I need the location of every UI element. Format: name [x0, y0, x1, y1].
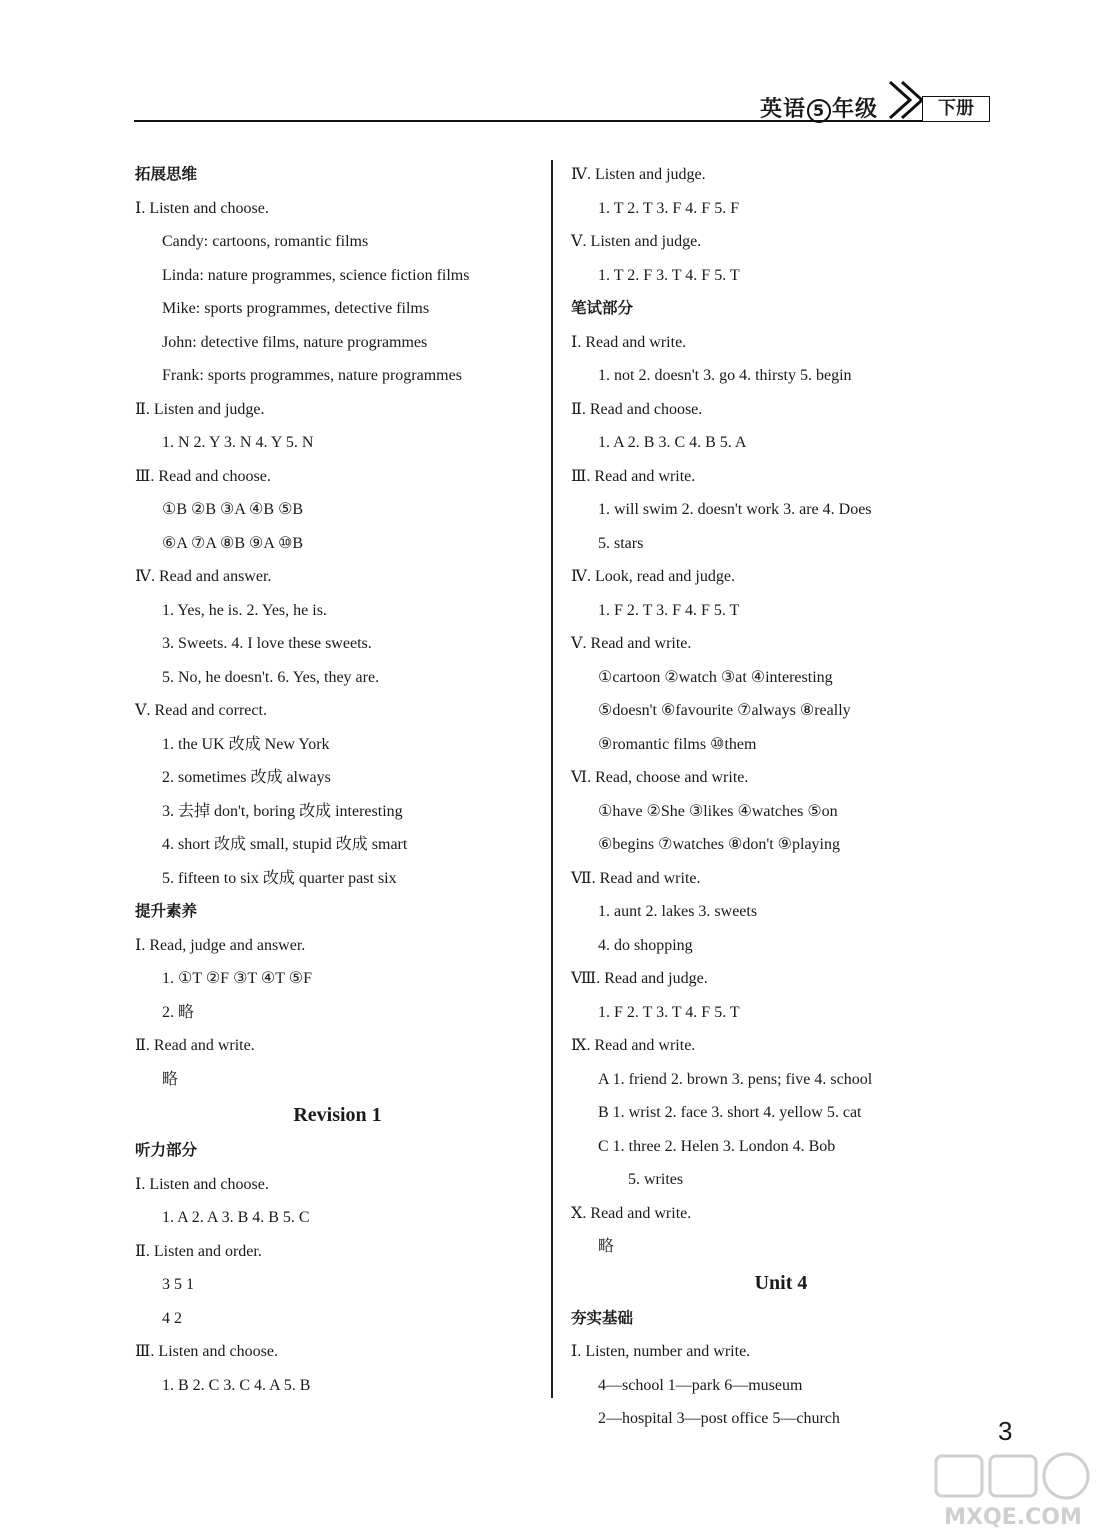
exercise-heading: Ⅳ. Look, read and judge. — [571, 568, 735, 585]
answer-line: 5. stars — [598, 534, 644, 552]
answer-line: ⑤doesn't ⑥favourite ⑦always ⑧really — [598, 702, 851, 719]
exercise-heading: Ⅱ. Read and choose. — [571, 400, 703, 418]
section-heading: 夯实基础 — [571, 1308, 634, 1327]
answer-line: ⑨romantic films ⑩them — [598, 735, 757, 753]
exercise-heading: Ⅱ. Listen and order. — [135, 1242, 262, 1260]
answer-line: 3. Sweets. 4. I love these sweets. — [162, 635, 372, 652]
answer-line: ①B ②B ③A ④B ⑤B — [162, 501, 304, 518]
answer-line: 1. Yes, he is. 2. Yes, he is. — [162, 601, 327, 619]
exercise-heading: Ⅷ. Read and judge. — [571, 970, 708, 987]
grade-number-badge: 5 — [807, 99, 831, 123]
exercise-heading: Ⅲ. Read and write. — [571, 467, 696, 485]
answer-line: 1. T 2. F 3. T 4. F 5. T — [598, 266, 740, 284]
svg-text:MXQE.COM: MXQE.COM — [944, 1505, 1082, 1530]
answer-line: 2—hospital 3—post office 5—church — [598, 1410, 840, 1427]
site-watermark-logo — [928, 1450, 1098, 1530]
answer-line: 1. ①T ②F ③T ④T ⑤F — [162, 970, 312, 987]
exercise-heading: Ⅸ. Read and write. — [571, 1037, 696, 1054]
left-column — [135, 158, 540, 1402]
answer-line: 1. F 2. T 3. T 4. F 5. T — [598, 1003, 740, 1021]
grade-suffix: 年级 — [832, 97, 879, 122]
exercise-heading: Ⅶ. Read and write. — [571, 869, 701, 887]
exercise-heading: Ⅰ. Listen and choose. — [135, 199, 269, 217]
answer-line: 1. T 2. T 3. F 4. F 5. F — [598, 199, 740, 217]
exercise-heading: Ⅱ. Listen and judge. — [135, 400, 265, 418]
exercise-heading: Ⅰ. Read and write. — [571, 333, 687, 351]
answer-line: 2. sometimes 改成 always — [162, 769, 331, 786]
answer-line: 1. aunt 2. lakes 3. sweets — [598, 903, 758, 920]
answer-line: C 1. three 2. Helen 3. London 4. Bob — [598, 1137, 836, 1155]
answer-line: 1. will swim 2. doesn't work 3. are 4. Does — [598, 501, 872, 518]
answer-line: Candy: cartoons, romantic films — [162, 233, 369, 250]
exercise-heading: Ⅴ. Listen and judge. — [571, 233, 702, 250]
volume-tab: 下册 — [922, 96, 990, 121]
answer-line: ①cartoon ②watch ③at ④interesting — [598, 668, 833, 686]
exercise-heading: Ⅳ. Listen and judge. — [571, 166, 706, 183]
answer-line: Frank: sports programmes, nature programmes — [162, 367, 462, 384]
section-heading: 听力部分 — [135, 1141, 198, 1159]
answer-line: 1. the UK 改成 New York — [162, 735, 330, 753]
answer-line: B 1. wrist 2. face 3. short 4. yellow 5. cat — [598, 1104, 862, 1121]
exercise-heading: Ⅱ. Read and write. — [135, 1037, 255, 1054]
exercise-heading: Ⅲ. Listen and choose. — [135, 1343, 278, 1360]
page-number: 3 — [998, 1416, 1013, 1446]
answer-line: A 1. friend 2. brown 3. pens; five 4. school — [598, 1070, 873, 1088]
section-heading: 笔试部分 — [571, 299, 634, 317]
answer-line: Mike: sports programmes, detective films — [162, 300, 430, 317]
subject-label: 英语 — [760, 97, 807, 122]
exercise-heading: Ⅰ. Listen, number and write. — [571, 1343, 751, 1360]
answer-line: 5. fifteen to six 改成 quarter past six — [162, 869, 397, 887]
answer-line: 1. A 2. A 3. B 4. B 5. C — [162, 1209, 310, 1226]
exercise-heading: Ⅹ. Read and write. — [571, 1204, 692, 1222]
answer-line: 5. No, he doesn't. 6. Yes, they are. — [162, 668, 380, 686]
answer-line: 1. not 2. doesn't 3. go 4. thirsty 5. begin — [598, 367, 852, 384]
exercise-heading: Ⅵ. Read, choose and write. — [571, 769, 749, 786]
answer-line: ⑥begins ⑦watches ⑧don't ⑨playing — [598, 836, 840, 853]
column-divider — [551, 160, 553, 1398]
answer-line: John: detective films, nature programmes — [162, 333, 428, 351]
answer-line: 1. N 2. Y 3. N 4. Y 5. N — [162, 434, 314, 451]
answer-line: 略 — [598, 1238, 615, 1255]
answer-line: 5. writes — [628, 1171, 684, 1188]
answer-line: ①have ②She ③likes ④watches ⑤on — [598, 802, 838, 820]
answer-line: 2. 略 — [162, 1003, 195, 1021]
answer-line: 1. A 2. B 3. C 4. B 5. A — [598, 434, 747, 451]
exercise-heading: Ⅴ. Read and write. — [571, 635, 692, 652]
answer-line: 4 2 — [162, 1309, 182, 1327]
chapter-heading: Revision 1 — [293, 1104, 382, 1126]
right-column — [571, 158, 991, 1436]
exercise-heading: Ⅳ. Read and answer. — [135, 568, 272, 585]
section-heading: 拓展思维 — [135, 165, 198, 183]
answer-line: 4—school 1—park 6—museum — [598, 1376, 803, 1394]
exercise-heading: Ⅴ. Read and correct. — [135, 702, 267, 719]
double-chevron-icon — [886, 78, 926, 120]
answer-line: 1. B 2. C 3. C 4. A 5. B — [162, 1376, 311, 1394]
book-title — [760, 92, 878, 123]
answer-line: 4. short 改成 small, stupid 改成 smart — [162, 836, 408, 853]
answer-line: 3 5 1 — [162, 1276, 194, 1293]
answer-line: 略 — [162, 1070, 179, 1088]
answer-line: 1. F 2. T 3. F 4. F 5. T — [598, 601, 740, 619]
answer-line: Linda: nature programmes, science fiction films — [162, 266, 470, 284]
section-heading: 提升素养 — [135, 902, 198, 920]
exercise-heading: Ⅰ. Listen and choose. — [135, 1175, 269, 1193]
answer-line: 4. do shopping — [598, 936, 693, 954]
chapter-heading: Unit 4 — [754, 1271, 808, 1294]
exercise-heading: Ⅰ. Read, judge and answer. — [135, 936, 306, 954]
answer-line: 3. 去掉 don't, boring 改成 interesting — [162, 802, 403, 820]
exercise-heading: Ⅲ. Read and choose. — [135, 467, 271, 485]
answer-line: ⑥A ⑦A ⑧B ⑨A ⑩B — [162, 534, 304, 552]
